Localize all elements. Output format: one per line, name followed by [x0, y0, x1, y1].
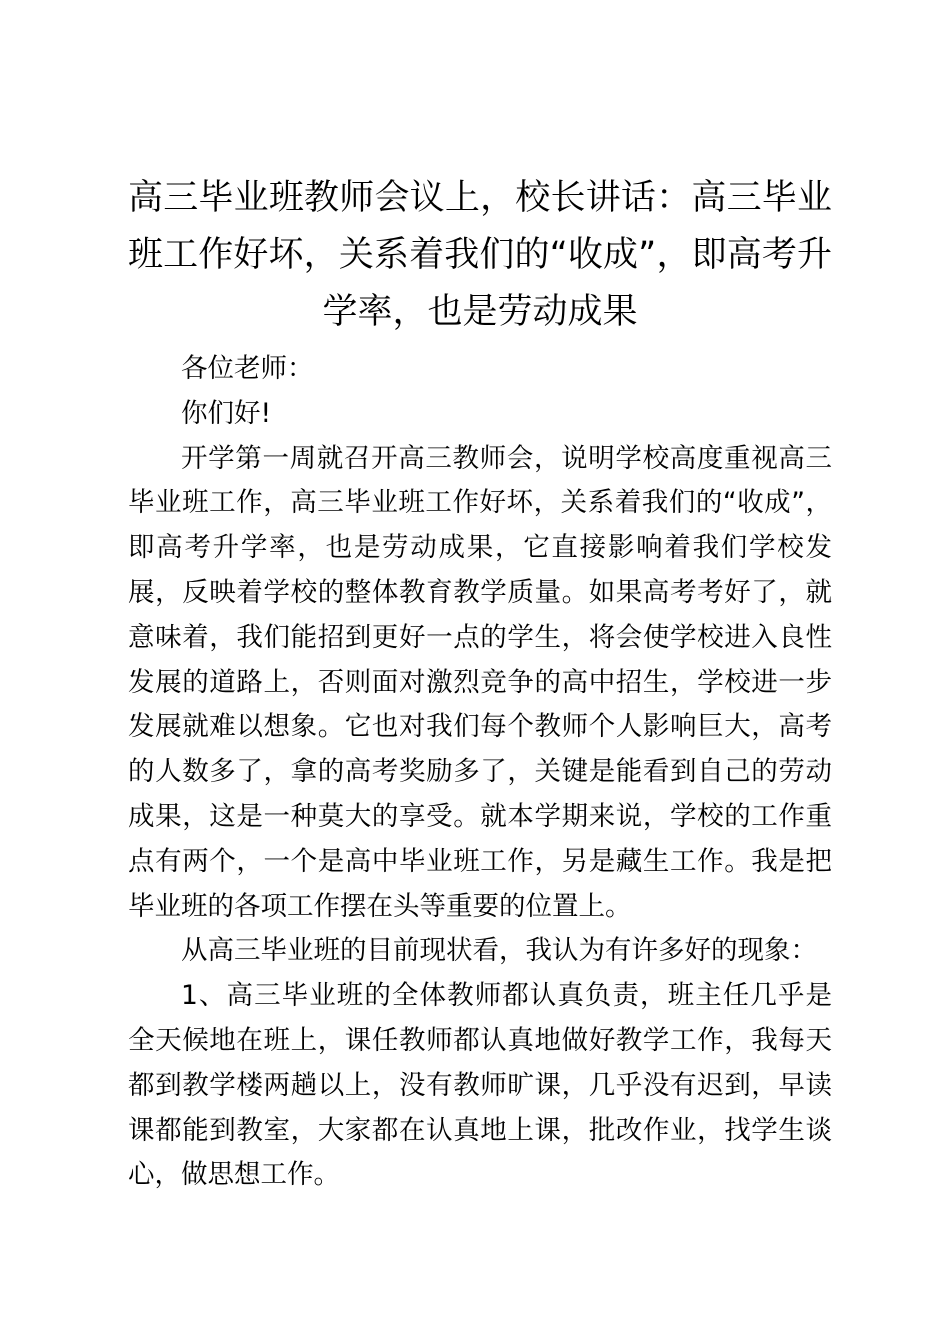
greeting: 你们好! — [181, 397, 272, 429]
paragraph-2: 从高三毕业班的目前现状看，我认为有许多好的现象： — [181, 935, 817, 967]
document-body — [128, 170, 832, 1198]
paragraph-3: 1、高三毕业班的全体教师都认真负责，班主任几乎是全天候地在班上，课任教师都认真地做好教学工作，我每天都到教学楼两趟以上，没有教师旷课，几乎没有迟到，早读课都能到教室，大家都在认真地上课，批改作业，找学生谈心，做思想工作。 — [128, 980, 832, 1191]
salutation: 各位老师： — [181, 353, 314, 384]
paragraph-1: 开学第一周就召开高三教师会，说明学校高度重视高三毕业班工作，高三毕业班工作好坏，关系着我们的“收成”，即高考升学率，也是劳动成果，它直接影响着我们学校发展，反映着学校的整体教育教学质量。如果高考考好了，就意味着，我们能招到更好一点的学生，将会使学校进入良性发展的道路上，否则面对激烈竞争的高中招生，学校进一步发展就难以想象。它也对我们每个教师个人影响巨大，高考的人数多了，拿的高考奖励多了，关键是能看到自己的劳动成果，这是一种莫大的享受。就本学期来说，学校的工作重点有两个，一个是高中毕业班工作，另是藏生工作。我是把毕业班的各项工作摆在头等重要的位置上。 — [128, 442, 832, 922]
document-title: 高三毕业班教师会议上，校长讲话：高三毕业班工作好坏，关系着我们的“收成”，即高考升学率，也是劳动成果 — [128, 178, 832, 332]
